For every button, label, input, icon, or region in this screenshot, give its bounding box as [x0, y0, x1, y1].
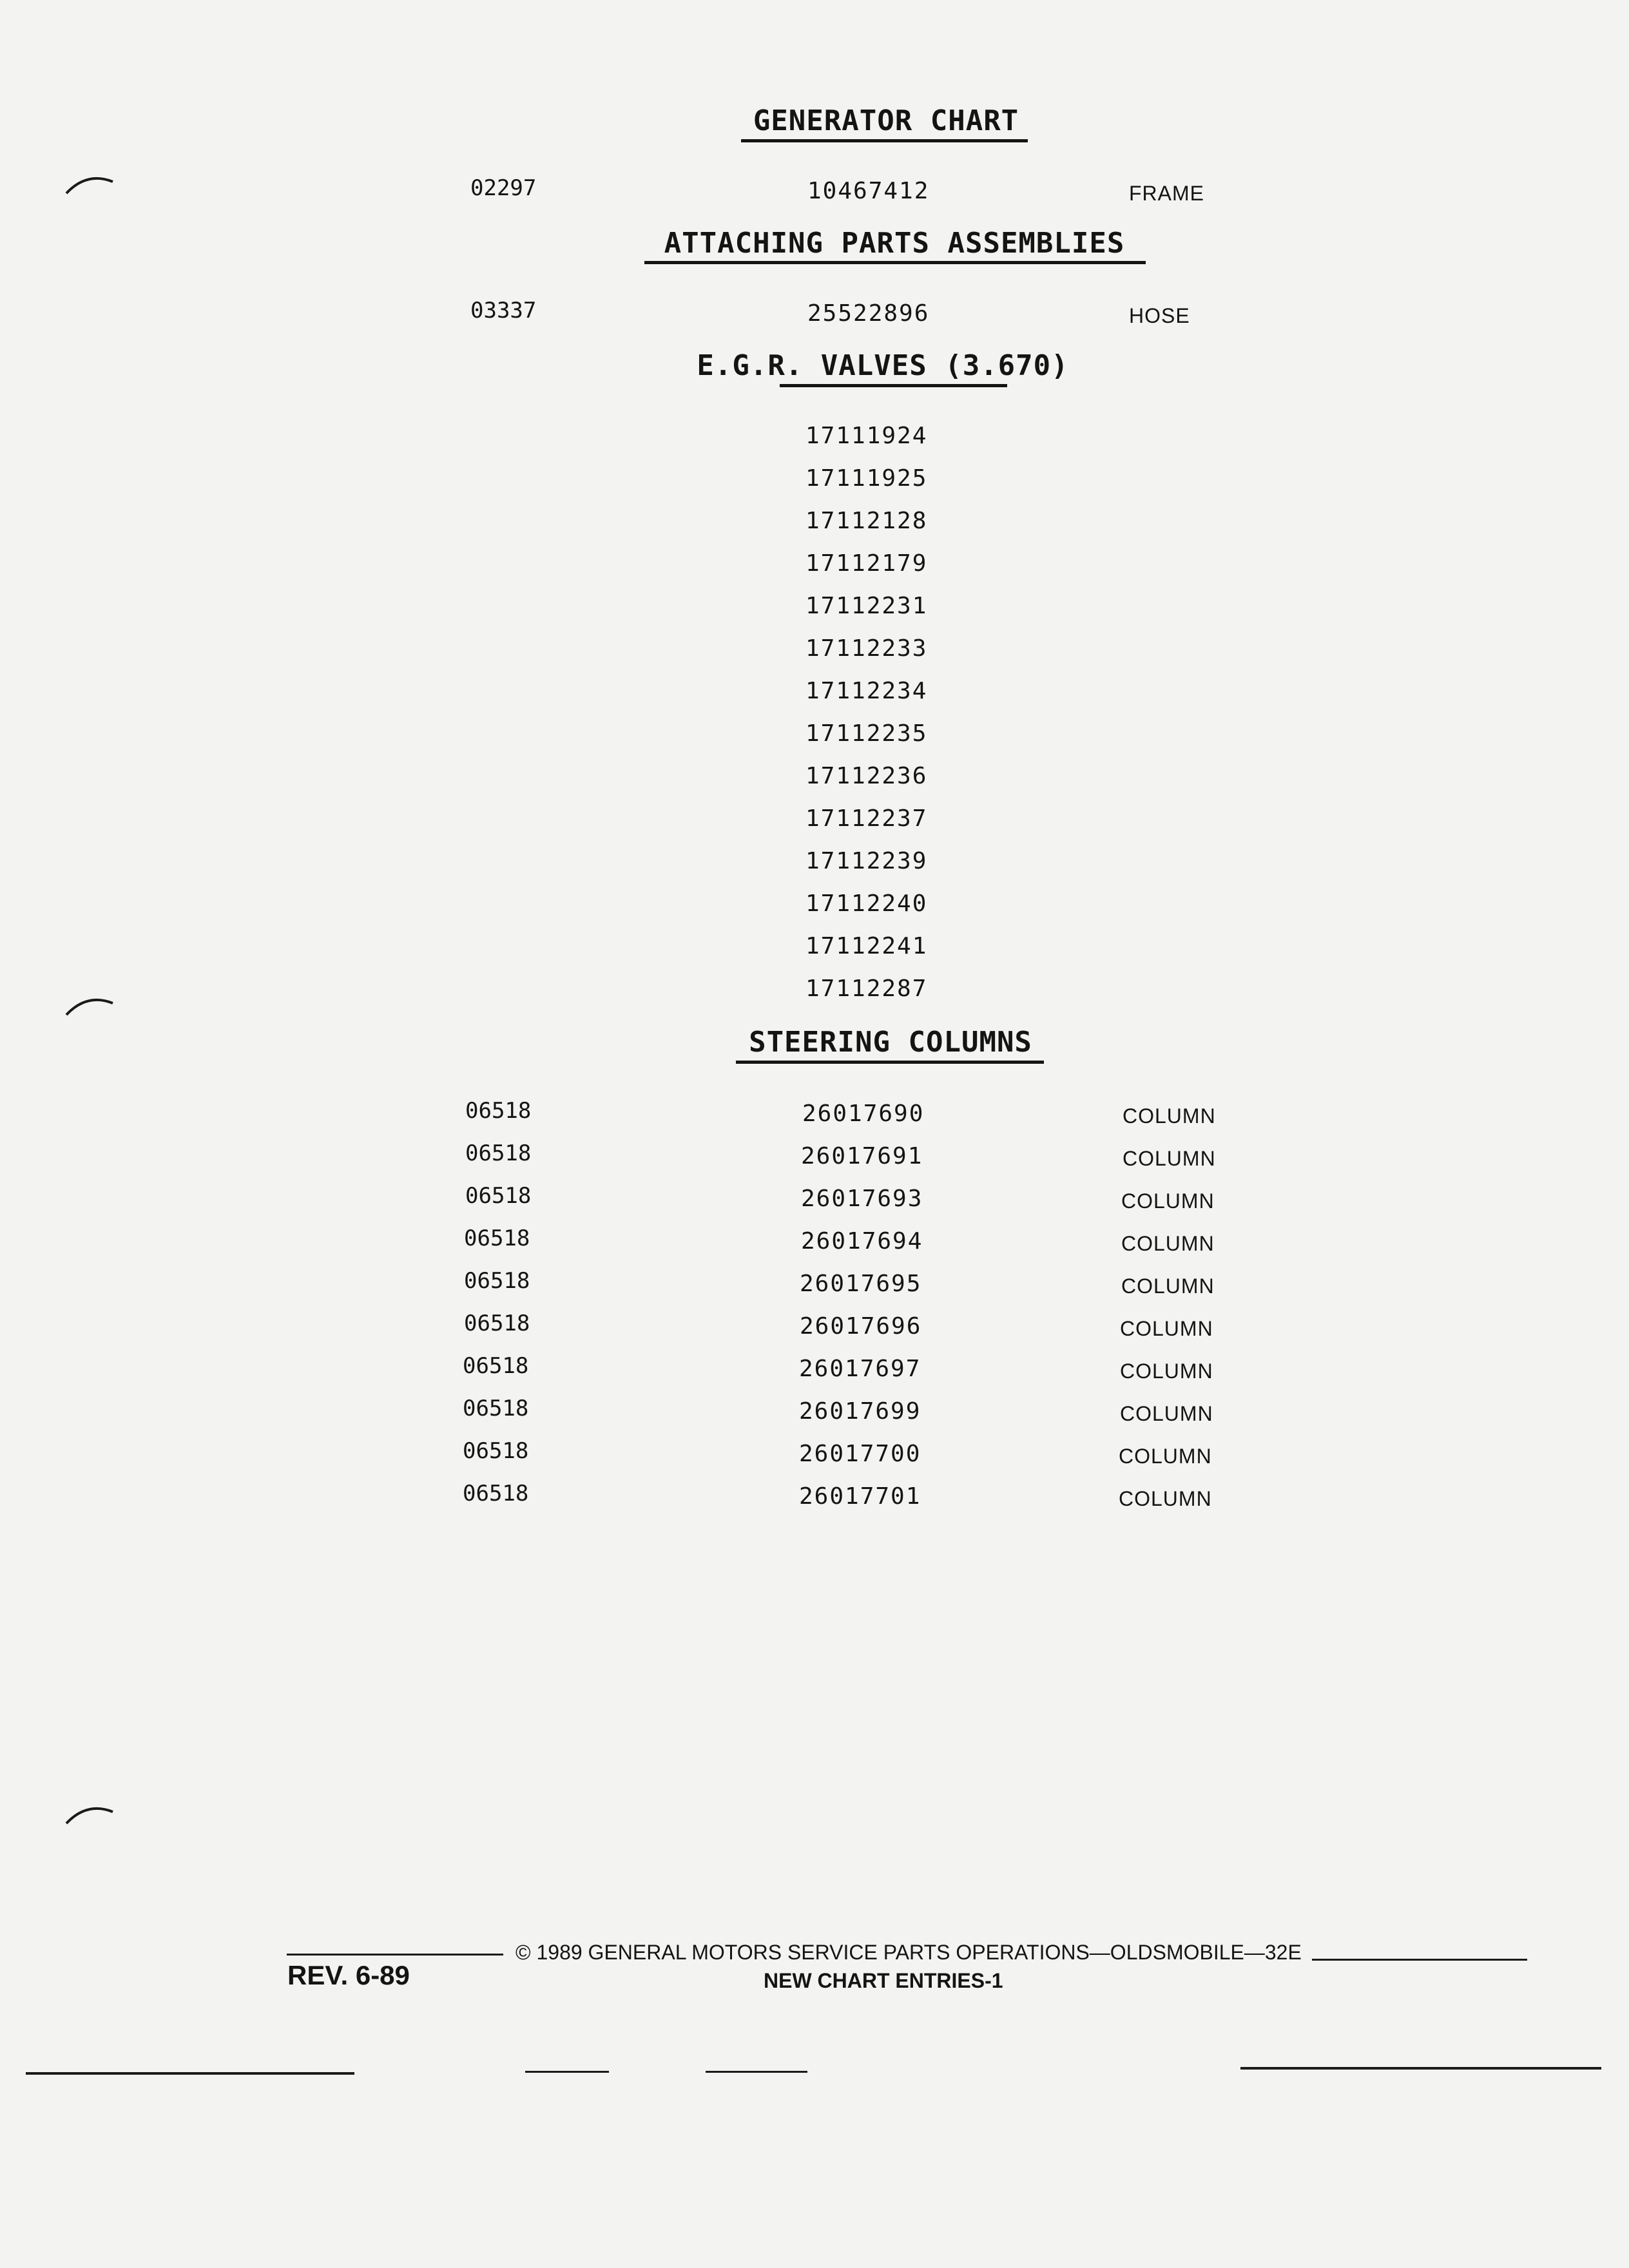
page-bottom-edge-mid-a	[525, 2071, 609, 2073]
description-cell: COLUMN	[1119, 1487, 1212, 1510]
part-number-cell: 26017694	[801, 1228, 923, 1254]
binder-hole-mark-icon	[61, 1798, 132, 1849]
part-number-cell: 26017696	[800, 1313, 922, 1340]
section-heading-steering-columns: STEERING COLUMNS	[749, 1026, 1032, 1059]
code-cell: 06518	[465, 1098, 532, 1124]
description-cell: COLUMN	[1121, 1274, 1215, 1298]
part-number-cell: 17112233	[805, 635, 928, 662]
part-number-cell: 17112179	[805, 550, 928, 577]
code-cell: 06518	[464, 1311, 530, 1336]
code-cell: 06518	[465, 1183, 532, 1209]
part-number-cell: 17112237	[805, 805, 928, 832]
code-cell: 06518	[465, 1140, 532, 1166]
part-number-cell: 26017695	[800, 1271, 922, 1297]
part-number-cell: 17112239	[805, 848, 928, 874]
heading-underline	[741, 139, 1028, 142]
part-number-cell: 17112234	[805, 678, 928, 704]
code-cell: 06518	[464, 1268, 530, 1294]
part-number-cell: 26017693	[801, 1186, 923, 1212]
page-bottom-edge-left	[26, 2072, 354, 2075]
description-cell: HOSE	[1129, 304, 1190, 327]
part-number-cell: 17112235	[805, 720, 928, 747]
code-cell: 06518	[463, 1481, 529, 1506]
heading-underline	[644, 261, 1146, 264]
heading-underline	[780, 384, 1007, 387]
part-number-cell: 26017699	[799, 1398, 921, 1425]
footer-rule-right	[1312, 1959, 1527, 1961]
part-number-cell: 26017701	[799, 1483, 921, 1510]
description-cell: COLUMN	[1121, 1232, 1215, 1255]
footer-page-label: NEW CHART ENTRIES-1	[764, 1969, 1003, 1992]
part-number-cell: 26017697	[799, 1356, 921, 1382]
page-bottom-edge-mid-b	[706, 2071, 807, 2073]
section-heading-attaching-parts: ATTACHING PARTS ASSEMBLIES	[664, 227, 1125, 260]
code-cell: 06518	[463, 1396, 529, 1421]
code-cell: 06518	[464, 1225, 530, 1251]
binder-hole-mark-icon	[61, 168, 132, 219]
part-number-cell: 17112287	[805, 975, 928, 1002]
part-number-cell: 17112128	[805, 508, 928, 534]
revision-label: REV. 6-89	[287, 1960, 410, 1990]
part-number-cell: 26017691	[801, 1143, 923, 1169]
description-cell: COLUMN	[1119, 1445, 1212, 1468]
heading-underline	[736, 1061, 1044, 1064]
description-cell: COLUMN	[1120, 1402, 1213, 1425]
part-number-cell: 26017700	[799, 1441, 921, 1467]
part-number-cell: 10467412	[807, 178, 930, 204]
section-heading-generator-chart: GENERATOR CHART	[753, 104, 1019, 137]
footer-rule-left	[287, 1954, 503, 1956]
description-cell: COLUMN	[1121, 1189, 1215, 1213]
part-number-cell: 17111925	[805, 465, 928, 492]
code-cell: 06518	[463, 1353, 529, 1379]
page-bottom-edge-right	[1240, 2067, 1601, 2070]
description-cell: COLUMN	[1120, 1317, 1213, 1340]
part-number-cell: 25522896	[807, 300, 930, 327]
binder-hole-mark-icon	[61, 989, 132, 1041]
part-number-cell: 17112236	[805, 763, 928, 789]
part-number-cell: 26017690	[802, 1100, 925, 1127]
part-number-cell: 17112231	[805, 593, 928, 619]
part-number-cell: 17112241	[805, 933, 928, 959]
section-heading-egr-valves: E.G.R. VALVES (3.670)	[697, 349, 1069, 382]
code-cell: 06518	[463, 1438, 529, 1464]
code-cell: 02297	[470, 175, 537, 201]
part-number-cell: 17111924	[805, 423, 928, 449]
description-cell: COLUMN	[1123, 1104, 1216, 1128]
code-cell: 03337	[470, 298, 537, 323]
footer-copyright: © 1989 GENERAL MOTORS SERVICE PARTS OPERATIONS—OLDSMOBILE—32E	[516, 1941, 1302, 1964]
part-number-cell: 17112240	[805, 890, 928, 917]
description-cell: COLUMN	[1123, 1147, 1216, 1170]
description-cell: FRAME	[1129, 182, 1204, 205]
description-cell: COLUMN	[1120, 1360, 1213, 1383]
